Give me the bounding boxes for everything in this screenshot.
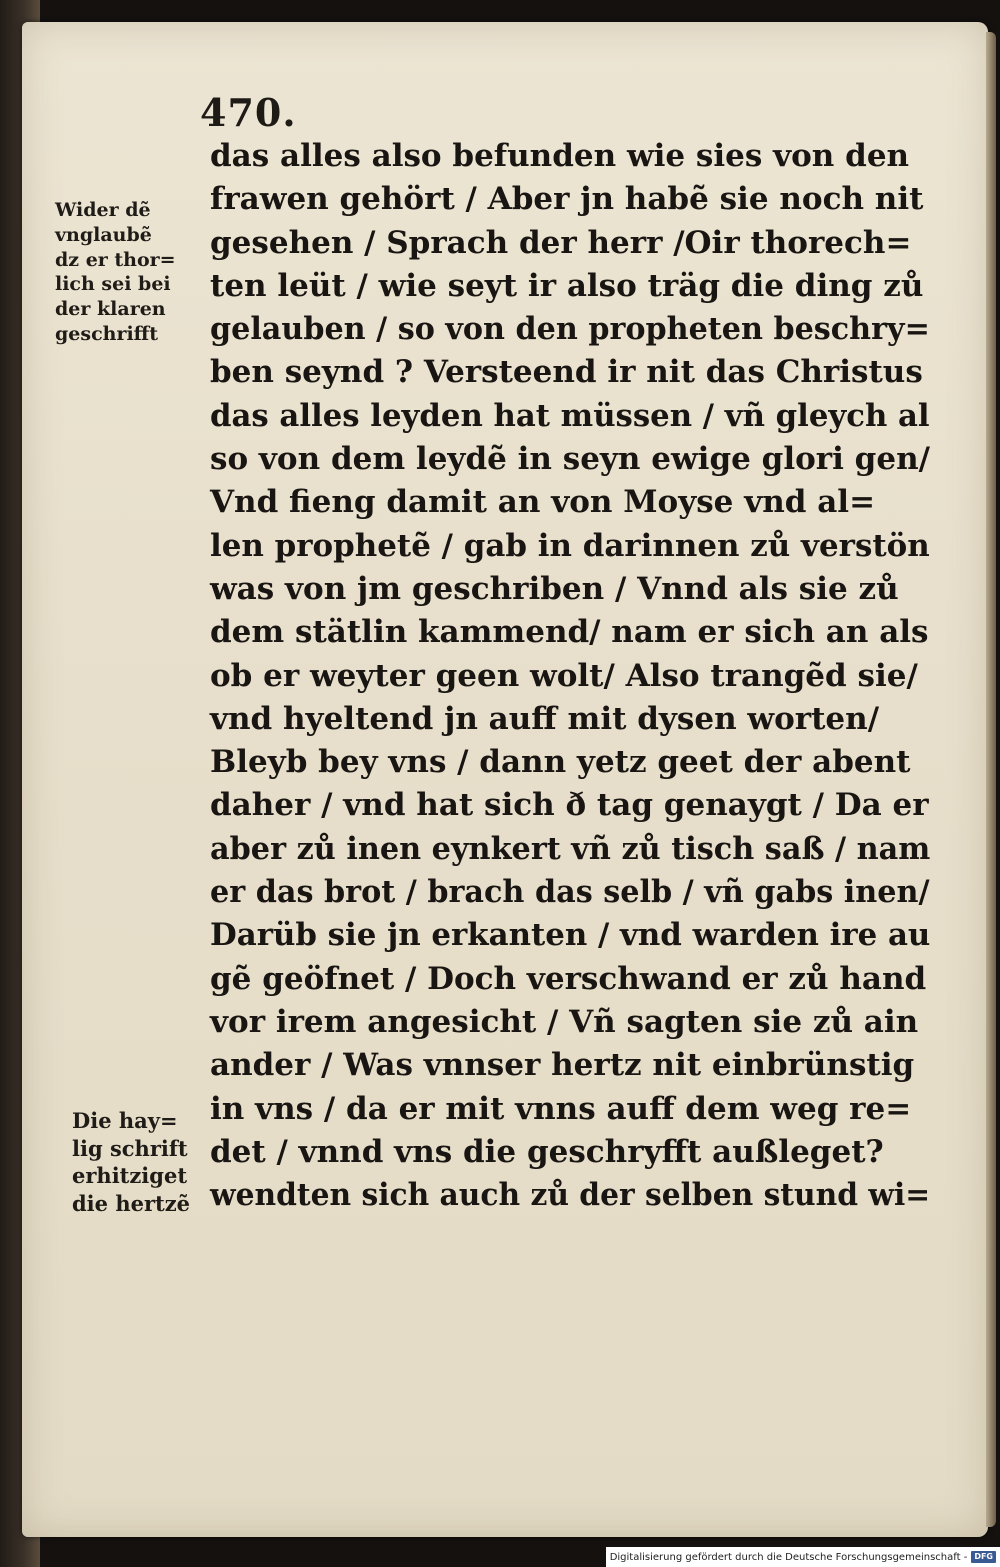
credit-text: Digitalisierung gefördert durch die Deutsche Forschungsgemeinschaft - bbox=[609, 1551, 968, 1563]
text-line: er das brot / brach das selb / vñ gabs inen/ bbox=[210, 874, 930, 911]
text-line: frawen gehört / Aber jn habẽ sie noch nit bbox=[210, 181, 924, 218]
text-line: gesehen / Sprach der herr /Oir thorech= bbox=[210, 224, 912, 261]
text-line: dem stätlin kammend/ nam er sich an als bbox=[210, 614, 929, 651]
marginal-line: dz er thor= bbox=[55, 248, 176, 271]
marginal-line: der klaren bbox=[55, 298, 166, 321]
text-line: gelauben / so von den propheten beschry= bbox=[210, 311, 930, 348]
text-line: vor irem angesicht / Vñ sagten sie zů ain bbox=[210, 1003, 919, 1040]
text-line: daher / vnd hat sich ð tag genaygt / Da er bbox=[210, 787, 929, 824]
text-line: so von dem leydẽ in seyn ewige glori gen/ bbox=[210, 441, 930, 478]
marginal-line: vnglaubẽ bbox=[55, 223, 152, 246]
text-line: gẽ geöfnet / Doch verschwand er zů hand bbox=[210, 960, 927, 997]
digitization-credit-bar bbox=[606, 1547, 1000, 1567]
marginal-note-scripture bbox=[72, 1107, 190, 1217]
text-line: ob er weyter geen wolt/ Also trangẽd sie/ bbox=[210, 657, 918, 694]
marginal-line: lig schrift bbox=[72, 1135, 188, 1161]
text-line: aber zů inen eynkert vñ zů tisch saß / nam bbox=[210, 830, 931, 867]
main-text-block bbox=[210, 135, 930, 1217]
text-line: das alles also befunden wie sies von den bbox=[210, 138, 910, 174]
text-line: in vns / da er mit vnns auff dem weg re= bbox=[210, 1090, 912, 1127]
page-number: 470. bbox=[200, 90, 297, 135]
marginal-line: Die hay= bbox=[72, 1108, 178, 1133]
marginal-line: geschrifft bbox=[55, 322, 159, 345]
text-line: ander / Was vnnser hertz nit einbrünstig bbox=[210, 1047, 915, 1084]
text-line: ben seynd ? Versteend ir nit das Christus bbox=[210, 354, 923, 391]
text-line: Vnd fieng damit an von Moyse vnd al= bbox=[210, 484, 876, 521]
text-line: wendten sich auch zů der selben stund wi= bbox=[210, 1177, 931, 1214]
text-line: was von jm geschriben / Vnnd als sie zů bbox=[210, 570, 899, 607]
text-line: Darüb sie jn erkanten / vnd warden ire au bbox=[210, 917, 931, 954]
text-line: das alles leyden hat müssen / vñ gleych al bbox=[210, 397, 930, 434]
text-line: vnd hyeltend jn auff mit dysen worten/ bbox=[210, 700, 880, 737]
marginal-line: erhitziget bbox=[72, 1163, 188, 1188]
text-line: Bleyb bey vns / dann yetz geet der abent bbox=[210, 744, 911, 781]
dfg-logo-icon: DFG bbox=[971, 1551, 996, 1563]
marginal-line: lich sei bei bbox=[55, 273, 171, 296]
page-edge bbox=[986, 32, 996, 1527]
marginal-line: Wider dẽ bbox=[55, 199, 151, 221]
text-line: len prophetẽ / gab in darinnen zů verstön bbox=[210, 527, 930, 564]
marginal-line: die hertzẽ bbox=[72, 1190, 191, 1216]
text-line: det / vnnd vns die geschryfft außleget? bbox=[210, 1133, 884, 1170]
text-line: ten leüt / wie seyt ir also träg die ding zů bbox=[210, 267, 924, 304]
marginal-note-unbelief bbox=[55, 198, 176, 347]
